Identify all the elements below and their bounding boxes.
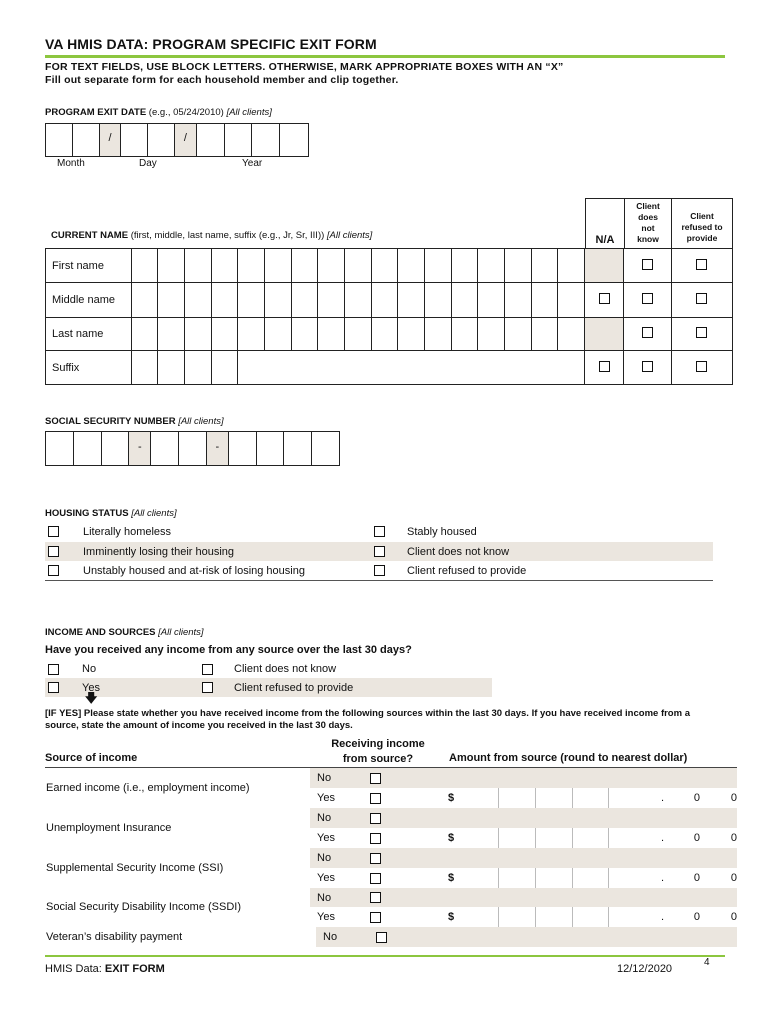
amount-digit-box[interactable] <box>498 868 535 888</box>
ssi-yes-checkbox[interactable] <box>370 873 381 884</box>
na-cell-shaded <box>584 249 623 283</box>
ssi-no-checkbox[interactable] <box>370 853 381 864</box>
income-answer-row: No Client does not know <box>45 660 492 678</box>
ssn-separator: - <box>129 432 151 465</box>
letter-box[interactable] <box>531 318 558 351</box>
letter-box[interactable] <box>238 249 265 283</box>
arrow-down-icon: 🡇 <box>85 691 98 705</box>
receiving-column-header: Receiving income from source? <box>331 738 425 765</box>
table-row: Earned income (i.e., employment income) No Yes $ . 0 0 <box>45 768 737 808</box>
amount-digit-box[interactable] <box>498 907 535 927</box>
literally-homeless-checkbox[interactable] <box>48 526 59 537</box>
unemployment-yes-checkbox[interactable] <box>370 833 381 844</box>
income-yes-checkbox[interactable] <box>48 682 59 693</box>
dnk-cell <box>624 318 671 351</box>
source-label: Supplemental Security Income (SSI) <box>46 861 224 874</box>
letter-box[interactable] <box>344 249 371 283</box>
letter-box[interactable] <box>318 249 345 283</box>
letter-box[interactable] <box>504 318 531 351</box>
date-digit-box[interactable] <box>280 124 308 156</box>
letter-box[interactable] <box>371 283 398 318</box>
letter-box[interactable] <box>318 318 345 351</box>
amount-digit-box[interactable] <box>572 868 609 888</box>
income-no-checkbox[interactable] <box>48 664 59 675</box>
letter-box[interactable] <box>184 318 211 351</box>
income-answer-row: Yes Client refused to provide <box>45 678 492 697</box>
na-cell <box>584 283 623 318</box>
amount-digit-box[interactable] <box>535 868 572 888</box>
na-cell-shaded <box>584 318 623 351</box>
middle-name-dnk-checkbox[interactable] <box>642 293 653 304</box>
income-heading: INCOME AND SOURCES [All clients] <box>45 627 204 638</box>
suffix-na-checkbox[interactable] <box>599 361 610 372</box>
date-digit-box[interactable] <box>252 124 280 156</box>
amount-boxes[interactable]: $ . 0 0 <box>448 788 737 808</box>
name-option-headers <box>585 198 733 248</box>
letter-box[interactable] <box>558 249 585 283</box>
amount-digit-box[interactable] <box>498 788 535 808</box>
month-label: Month <box>57 158 85 169</box>
letter-box[interactable] <box>211 249 238 283</box>
source-column-header: Source of income <box>45 752 138 764</box>
letter-box[interactable] <box>371 249 398 283</box>
amount-digit-box[interactable] <box>572 788 609 808</box>
income-refused-checkbox[interactable] <box>202 682 213 693</box>
dnk-cell <box>624 283 671 318</box>
dnk-cell <box>624 351 671 385</box>
table-row <box>46 283 733 318</box>
date-separator: / <box>175 124 197 156</box>
ssdi-yes-checkbox[interactable] <box>370 912 381 923</box>
last-name-refused-checkbox[interactable] <box>696 327 707 338</box>
na-cell <box>584 351 623 385</box>
ssn-digit-box[interactable] <box>312 432 339 465</box>
amount-column-header: Amount from source (round to nearest dollar) <box>449 752 688 764</box>
letter-box[interactable] <box>558 318 585 351</box>
footer-divider <box>45 955 725 957</box>
date-digit-box[interactable] <box>73 124 100 156</box>
amount-digit-box[interactable] <box>535 788 572 808</box>
ssn-digit-box[interactable] <box>46 432 74 465</box>
ssn-digit-box[interactable] <box>229 432 257 465</box>
housing-heading: HOUSING STATUS [All clients] <box>45 508 177 519</box>
middle-name-label: Middle name <box>46 283 132 318</box>
income-question: Have you received any income from any source over the last 30 days? <box>45 644 412 656</box>
letter-box[interactable] <box>211 351 238 385</box>
table-row: Supplemental Security Income (SSI) No Yes $ . 0 0 <box>45 848 737 888</box>
letter-box[interactable] <box>371 318 398 351</box>
letter-box[interactable] <box>291 318 318 351</box>
amount-digit-box[interactable] <box>535 828 572 848</box>
amount-digit-box[interactable] <box>535 907 572 927</box>
exit-date-heading: PROGRAM EXIT DATE (e.g., 05/24/2010) [All clients] <box>45 107 272 118</box>
earned-no-checkbox[interactable] <box>370 773 381 784</box>
ssdi-no-checkbox[interactable] <box>370 892 381 903</box>
letter-box[interactable] <box>264 283 291 318</box>
dnk-header: Client does not know <box>625 199 672 248</box>
dnk-cell <box>624 249 671 283</box>
table-row: Social Security Disability Income (SSDI) No Yes $ . 0 0 <box>45 888 737 927</box>
letter-box[interactable] <box>158 318 185 351</box>
form-title: VA HMIS DATA: PROGRAM SPECIFIC EXIT FORM <box>45 36 377 52</box>
ssn-digit-box[interactable] <box>179 432 207 465</box>
letter-box[interactable] <box>211 283 238 318</box>
ssn-digit-box[interactable] <box>257 432 285 465</box>
date-digit-box[interactable] <box>197 124 225 156</box>
letter-box[interactable] <box>264 318 291 351</box>
letter-box[interactable] <box>291 249 318 283</box>
ssn-digit-box[interactable] <box>284 432 312 465</box>
first-name-label: First name <box>46 249 132 283</box>
middle-name-refused-checkbox[interactable] <box>696 293 707 304</box>
letter-box[interactable] <box>264 249 291 283</box>
letter-box[interactable] <box>451 283 478 318</box>
middle-name-na-checkbox[interactable] <box>599 293 610 304</box>
letter-box[interactable] <box>158 249 185 283</box>
suffix-dnk-checkbox[interactable] <box>642 361 653 372</box>
unemployment-no-checkbox[interactable] <box>370 813 381 824</box>
refused-header: Client refused to provide <box>681 211 723 243</box>
ssn-separator: - <box>207 432 229 465</box>
letter-box[interactable] <box>131 249 158 283</box>
table-row <box>46 351 733 385</box>
table-row: Veteran’s disability payment No <box>45 927 737 947</box>
earned-yes-checkbox[interactable] <box>370 793 381 804</box>
imminently-losing-checkbox[interactable] <box>48 546 59 557</box>
refused-cell <box>671 249 732 283</box>
letter-box[interactable] <box>131 283 158 318</box>
footer-label: HMIS Data: EXIT FORM <box>45 963 165 975</box>
letter-box[interactable] <box>398 249 425 283</box>
suffix-label: Suffix <box>46 351 132 385</box>
letter-box[interactable] <box>158 283 185 318</box>
first-name-dnk-checkbox[interactable] <box>642 259 653 270</box>
table-row <box>46 318 733 351</box>
last-name-label: Last name <box>46 318 132 351</box>
veteran-no-checkbox[interactable] <box>376 932 387 943</box>
instructions <box>45 61 563 87</box>
stably-housed-checkbox[interactable] <box>374 526 385 537</box>
unstably-housed-checkbox[interactable] <box>48 565 59 576</box>
letter-box[interactable] <box>478 249 505 283</box>
table-row <box>46 249 733 283</box>
letter-box[interactable] <box>211 318 238 351</box>
if-yes-instructions: [IF YES] Please state whether you have received income from the following sources within the last 30 days. If you have received income from a source, state the amount of income you received in the last 30 days. <box>45 708 690 731</box>
letter-box[interactable] <box>504 249 531 283</box>
amount-boxes[interactable]: $ . 0 0 <box>448 868 737 888</box>
letter-box[interactable] <box>451 318 478 351</box>
amount-digit-box[interactable] <box>572 828 609 848</box>
letter-box[interactable] <box>184 249 211 283</box>
letter-box[interactable] <box>451 249 478 283</box>
letter-box[interactable] <box>558 283 585 318</box>
housing-dnk-checkbox[interactable] <box>374 546 385 557</box>
last-name-dnk-checkbox[interactable] <box>642 327 653 338</box>
letter-box[interactable] <box>131 351 158 385</box>
date-digit-box[interactable] <box>225 124 253 156</box>
instructions-line1: FOR TEXT FIELDS, USE BLOCK LETTERS. OTHERWISE, MARK APPROPRIATE BOXES WITH AN “X” <box>45 61 564 73</box>
year-label: Year <box>242 158 263 169</box>
income-answer-options <box>45 660 492 697</box>
amount-digit-box[interactable] <box>498 828 535 848</box>
letter-box[interactable] <box>238 318 265 351</box>
letter-box[interactable] <box>184 283 211 318</box>
amount-digit-box[interactable] <box>572 907 609 927</box>
letter-box[interactable] <box>184 351 211 385</box>
date-separator: / <box>100 124 122 156</box>
income-source-table <box>45 768 737 947</box>
letter-box[interactable] <box>424 318 451 351</box>
page-number: 4 <box>704 957 710 968</box>
ssn-digit-box[interactable] <box>74 432 102 465</box>
ssn-boxes[interactable] <box>45 431 340 466</box>
first-name-refused-checkbox[interactable] <box>696 259 707 270</box>
source-label: Veteran’s disability payment <box>46 931 183 943</box>
letter-box[interactable] <box>504 283 531 318</box>
date-digit-box[interactable] <box>46 124 73 156</box>
footer-date: 12/12/2020 <box>617 963 673 975</box>
name-heading: CURRENT NAME (first, middle, last name, suffix (e.g., Jr, Sr, III)) [All clients] <box>51 230 373 241</box>
housing-row: Imminently losing their housing Client does not know <box>45 542 713 561</box>
suffix-blank <box>238 351 585 385</box>
letter-box[interactable] <box>531 283 558 318</box>
exit-date-boxes[interactable] <box>45 123 309 157</box>
letter-box[interactable] <box>238 283 265 318</box>
letter-box[interactable] <box>398 283 425 318</box>
letter-box[interactable] <box>291 283 318 318</box>
housing-options <box>45 522 713 581</box>
letter-box[interactable] <box>478 283 505 318</box>
income-dnk-checkbox[interactable] <box>202 664 213 675</box>
housing-row: Unstably housed and at-risk of losing housing Client refused to provide <box>45 561 713 581</box>
letter-box[interactable] <box>344 318 371 351</box>
housing-refused-checkbox[interactable] <box>374 565 385 576</box>
amount-boxes[interactable]: $ . 0 0 <box>448 907 737 927</box>
letter-box[interactable] <box>424 249 451 283</box>
letter-box[interactable] <box>344 283 371 318</box>
na-header: N/A <box>586 199 625 248</box>
refused-cell <box>671 283 732 318</box>
table-row: Unemployment Insurance No Yes $ . 0 0 <box>45 808 737 848</box>
letter-box[interactable] <box>158 351 185 385</box>
letter-box[interactable] <box>478 318 505 351</box>
name-table <box>45 248 733 385</box>
title-divider <box>45 55 725 58</box>
amount-boxes[interactable]: $ . 0 0 <box>448 828 737 848</box>
letter-box[interactable] <box>318 283 345 318</box>
letter-box[interactable] <box>531 249 558 283</box>
source-label: Unemployment Insurance <box>46 821 172 834</box>
ssn-heading: SOCIAL SECURITY NUMBER [All clients] <box>45 416 224 427</box>
date-digit-box[interactable] <box>148 124 175 156</box>
letter-box[interactable] <box>424 283 451 318</box>
ssn-digit-box[interactable] <box>151 432 179 465</box>
refused-cell <box>671 351 732 385</box>
suffix-refused-checkbox[interactable] <box>696 361 707 372</box>
refused-cell <box>671 318 732 351</box>
date-digit-box[interactable] <box>121 124 148 156</box>
ssn-digit-box[interactable] <box>102 432 130 465</box>
instructions-line2: Fill out separate form for each household member and clip together. <box>45 74 399 86</box>
housing-row: Literally homeless Stably housed <box>45 522 713 542</box>
letter-box[interactable] <box>398 318 425 351</box>
day-label: Day <box>139 158 157 169</box>
source-label: Social Security Disability Income (SSDI) <box>46 901 242 913</box>
letter-box[interactable] <box>131 318 158 351</box>
source-label: Earned income (i.e., employment income) <box>46 781 250 794</box>
